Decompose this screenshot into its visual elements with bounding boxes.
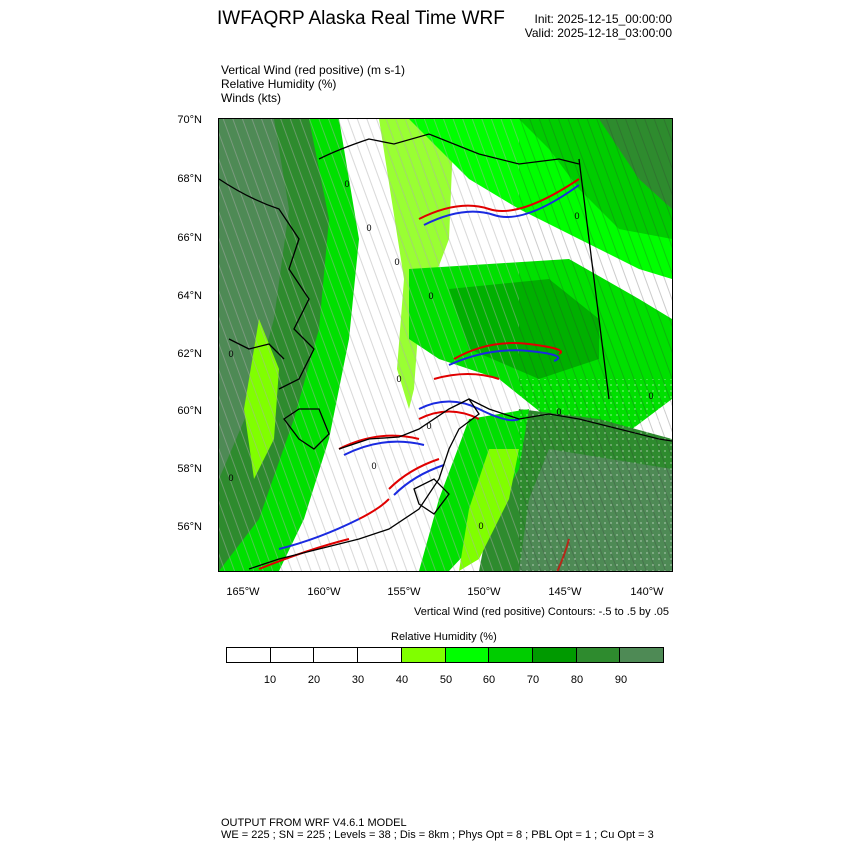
footer-model: OUTPUT FROM WRF V4.6.1 MODEL bbox=[221, 817, 407, 829]
colorbar-label: 40 bbox=[395, 674, 409, 686]
colorbar-title: Relative Humidity (%) bbox=[391, 631, 497, 643]
colorbar-label: 80 bbox=[570, 674, 584, 686]
footer-config: WE = 225 ; SN = 225 ; Levels = 38 ; Dis = 8km ; Phys Opt = 8 ; PBL Opt = 1 ; Cu Opt = 3 bbox=[221, 829, 654, 841]
lat-label: 58°N bbox=[177, 463, 202, 475]
colorbar-swatch bbox=[489, 648, 533, 662]
plot-title: IWFAQRP Alaska Real Time WRF bbox=[217, 8, 505, 29]
colorbar-swatch bbox=[577, 648, 621, 662]
map-panel bbox=[218, 118, 673, 572]
init-time: Init: 2025-12-15_00:00:00 bbox=[534, 12, 672, 26]
contour-label: 0 bbox=[366, 223, 372, 233]
contour-label: 0 bbox=[396, 374, 402, 384]
contour-label: 0 bbox=[556, 407, 562, 417]
contour-label: 0 bbox=[426, 421, 432, 431]
lon-label: 155°W bbox=[387, 586, 421, 598]
contour-label: 0 bbox=[344, 179, 350, 189]
lat-label: 70°N bbox=[177, 114, 202, 126]
contour-label: 0 bbox=[648, 391, 654, 401]
colorbar-label: 70 bbox=[526, 674, 540, 686]
colorbar bbox=[226, 647, 664, 663]
contour-label: 0 bbox=[371, 461, 377, 471]
colorbar-swatch bbox=[446, 648, 490, 662]
valid-time: Valid: 2025-12-18_03:00:00 bbox=[524, 26, 672, 40]
field-relative-humidity: Relative Humidity (%) bbox=[221, 77, 337, 91]
lon-label: 150°W bbox=[467, 586, 501, 598]
colorbar-swatch bbox=[227, 648, 271, 662]
colorbar-swatch bbox=[402, 648, 446, 662]
lon-label: 145°W bbox=[548, 586, 582, 598]
contour-label: 0 bbox=[228, 349, 234, 359]
map-canvas bbox=[219, 119, 672, 571]
colorbar-swatch bbox=[533, 648, 577, 662]
colorbar-swatch bbox=[358, 648, 402, 662]
lat-label: 56°N bbox=[177, 521, 202, 533]
contour-note: Vertical Wind (red positive) Contours: -.5 to .5 by .05 bbox=[414, 606, 669, 618]
lon-label: 160°W bbox=[307, 586, 341, 598]
lat-label: 60°N bbox=[177, 405, 202, 417]
colorbar-label: 60 bbox=[482, 674, 496, 686]
lat-label: 66°N bbox=[177, 232, 202, 244]
field-winds: Winds (kts) bbox=[221, 91, 281, 105]
field-vertical-wind: Vertical Wind (red positive) (m s-1) bbox=[221, 63, 406, 77]
contour-label: 0 bbox=[574, 211, 580, 221]
lon-label: 165°W bbox=[226, 586, 260, 598]
contour-label: 0 bbox=[228, 473, 234, 483]
lat-label: 62°N bbox=[177, 348, 202, 360]
contour-label: 0 bbox=[394, 257, 400, 267]
colorbar-label: 10 bbox=[263, 674, 277, 686]
colorbar-label: 50 bbox=[439, 674, 453, 686]
colorbar-label: 20 bbox=[307, 674, 321, 686]
contour-label: 0 bbox=[478, 521, 484, 531]
colorbar-swatch bbox=[620, 648, 663, 662]
contour-label: 0 bbox=[428, 291, 434, 301]
lon-label: 140°W bbox=[630, 586, 664, 598]
lat-label: 64°N bbox=[177, 290, 202, 302]
colorbar-label: 30 bbox=[351, 674, 365, 686]
colorbar-swatch bbox=[314, 648, 358, 662]
colorbar-swatch bbox=[271, 648, 315, 662]
lat-label: 68°N bbox=[177, 173, 202, 185]
colorbar-label: 90 bbox=[614, 674, 628, 686]
